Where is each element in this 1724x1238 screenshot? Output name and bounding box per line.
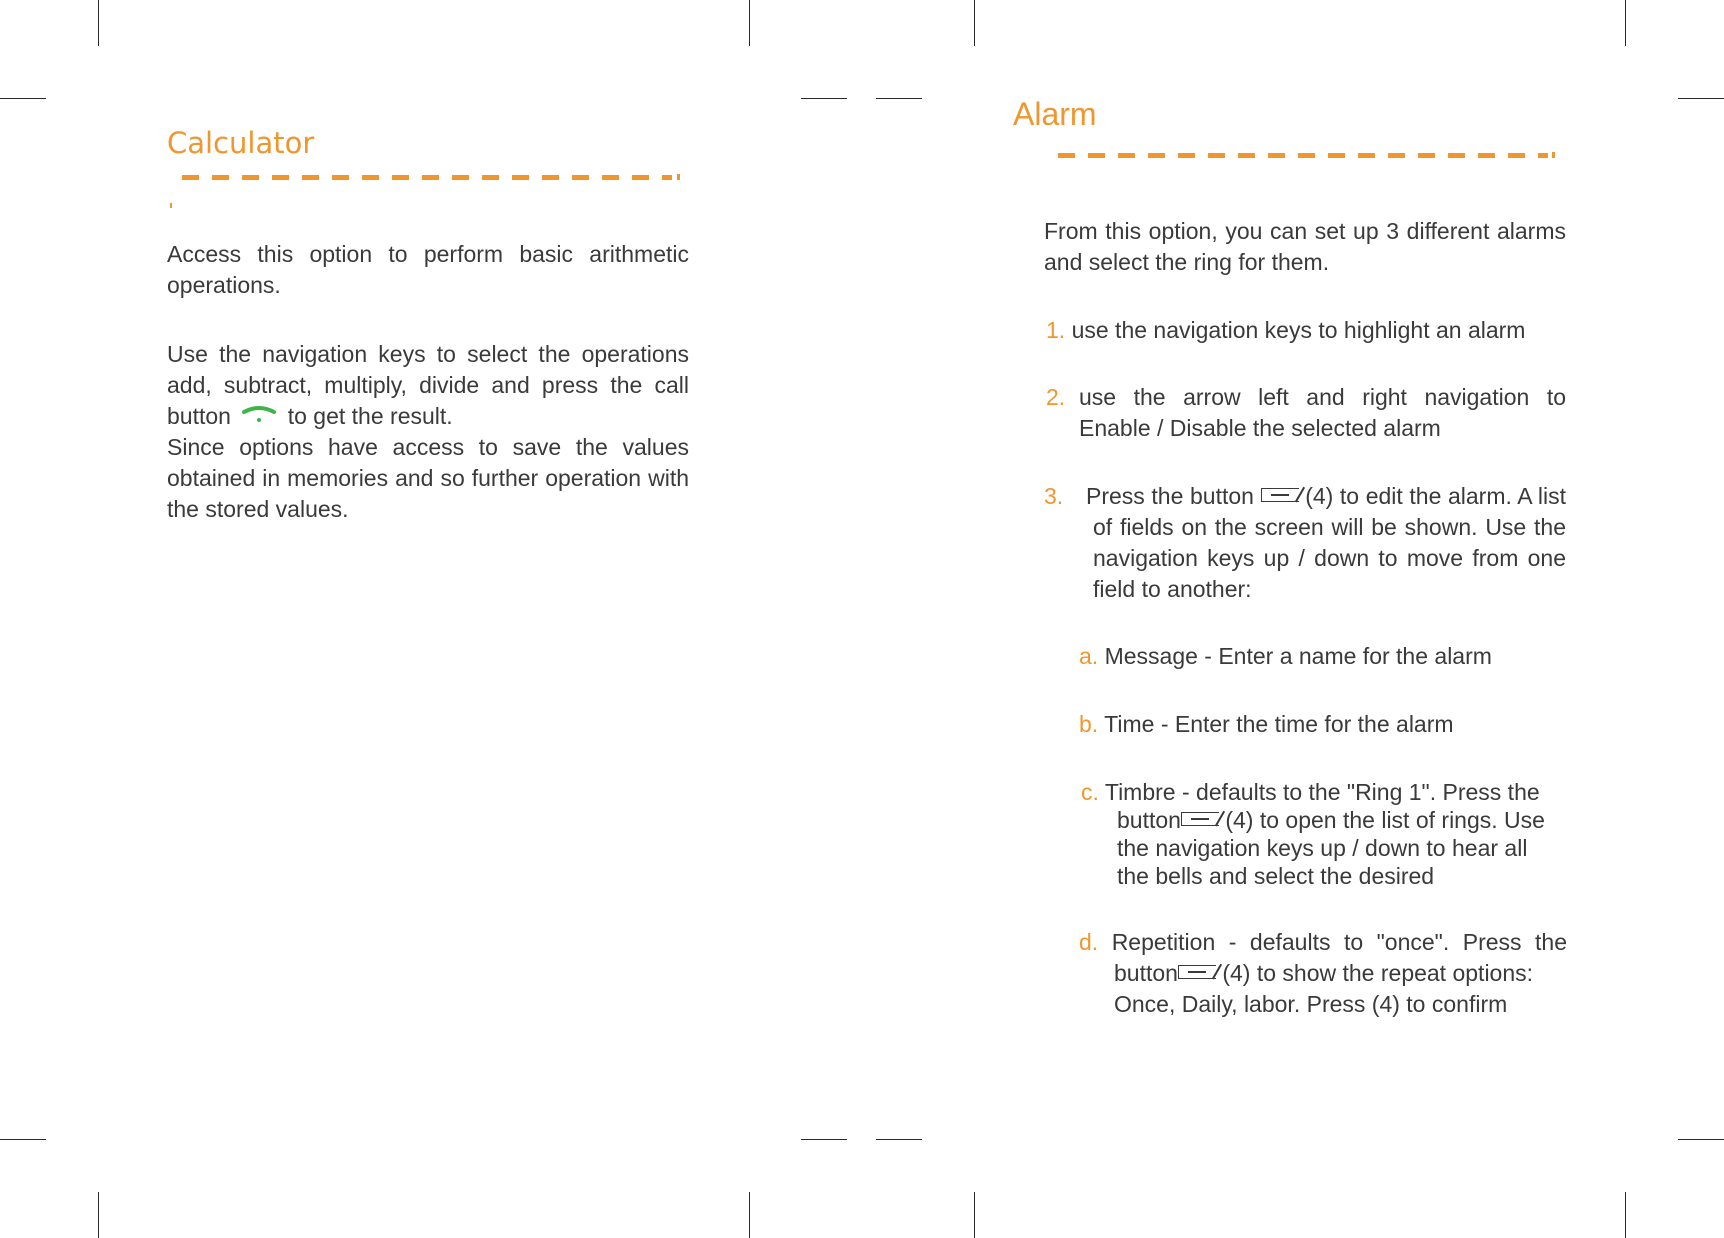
- intro-text: Access this option to perform basic arithmetic operations.: [167, 241, 689, 298]
- title-underline: [1058, 153, 1548, 158]
- crop-mark: [876, 98, 922, 99]
- field-text: button: [1114, 960, 1178, 986]
- step-number: 3.: [1044, 483, 1064, 509]
- step-2: [1046, 382, 1566, 444]
- crop-mark: [98, 1192, 99, 1238]
- crop-mark: [974, 0, 975, 46]
- softkey-icon: [1181, 812, 1219, 826]
- field-letter: d.: [1079, 929, 1099, 955]
- page-title: Calculator: [167, 126, 315, 160]
- crop-mark: [801, 1139, 847, 1140]
- field-line: the navigation keys up / down to hear all: [1117, 835, 1528, 861]
- field-line: [1081, 806, 1621, 834]
- step-number: 1.: [1046, 317, 1066, 343]
- underline-end: [677, 174, 680, 180]
- field-line: the bells and select the desired: [1117, 863, 1435, 889]
- field-line: [1079, 958, 1567, 989]
- field-text: (4) to open the list of rings. Use: [1225, 807, 1545, 833]
- body-text-2: Since options have access to save the values obtained in memories and so further operation with the stored values.: [167, 434, 689, 522]
- step-3: [1044, 481, 1566, 605]
- field-timbre: [1081, 778, 1621, 890]
- field-message: [1079, 641, 1599, 672]
- step-text-after: (4) to edit the alarm. A list of fields on the screen will be shown. Use the navigation keys up / down to move from one field to another:: [1093, 483, 1567, 602]
- underline-mark: [170, 203, 172, 208]
- underline-end: [1552, 152, 1555, 158]
- field-repetition: [1079, 927, 1567, 1020]
- field-letter: b.: [1079, 711, 1099, 737]
- step-1: [1046, 315, 1586, 346]
- crop-mark: [749, 1192, 750, 1238]
- field-text: Message - Enter a name for the alarm: [1104, 643, 1492, 669]
- crop-mark: [801, 98, 847, 99]
- crop-mark: [1678, 1139, 1724, 1140]
- crop-mark: [98, 0, 99, 46]
- softkey-icon: [1261, 488, 1299, 502]
- crop-mark: [974, 1192, 975, 1238]
- field-time: [1079, 709, 1599, 740]
- field-letter: a.: [1079, 643, 1099, 669]
- crop-mark: [749, 0, 750, 46]
- page-title: Alarm: [1013, 96, 1097, 132]
- step-text: use the arrow left and right navigation to Enable / Disable the selected alarm: [1079, 384, 1566, 441]
- step-text: use the navigation keys to highlight an alarm: [1071, 317, 1526, 343]
- body-button-word: button: [167, 403, 231, 429]
- field-text: Timbre - defaults to the "Ring 1". Press the: [1104, 779, 1540, 805]
- body-text: [167, 339, 689, 432]
- title-underline: [182, 175, 672, 180]
- field-line: Once, Daily, labor. Press (4) to confirm: [1114, 991, 1508, 1017]
- step-text: [1044, 481, 1566, 605]
- body-result-text: to get the result.: [287, 403, 453, 429]
- softkey-icon: [1178, 965, 1216, 979]
- call-icon: [241, 405, 277, 425]
- field-text: Time - Enter the time for the alarm: [1104, 711, 1454, 737]
- crop-mark: [876, 1139, 922, 1140]
- intro-text: From this option, you can set up 3 different alarms and select the ring for them.: [1044, 218, 1566, 275]
- step-text-before: Press the button: [1086, 483, 1254, 509]
- field-text: (4) to show the repeat options:: [1222, 960, 1534, 986]
- crop-mark: [0, 98, 46, 99]
- field-line: [1081, 778, 1621, 806]
- field-line: [1079, 927, 1567, 958]
- field-letter: c.: [1081, 779, 1099, 805]
- body-line-1: Use the navigation keys to select the operations add, subtract, multiply, divide and press the call: [167, 341, 689, 398]
- crop-mark: [1625, 0, 1626, 46]
- field-text: Repetition - defaults to "once". Press the: [1111, 929, 1567, 955]
- step-number: 2.: [1046, 384, 1066, 410]
- crop-mark: [1678, 98, 1724, 99]
- crop-mark: [1625, 1192, 1626, 1238]
- field-text: button: [1117, 807, 1181, 833]
- crop-mark: [0, 1139, 46, 1140]
